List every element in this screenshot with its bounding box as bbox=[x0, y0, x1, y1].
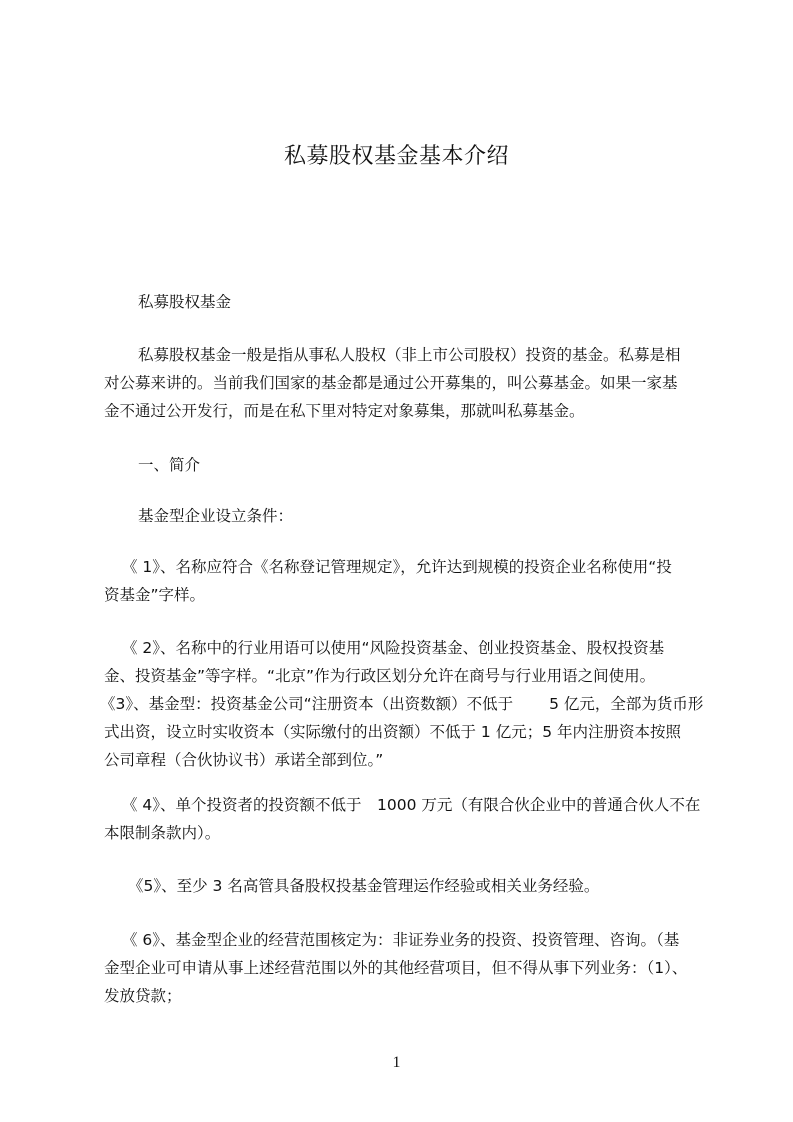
intro-line: 对公募来讲的。当前我们国家的基金都是通过公开募集的，叫公募基金。如果一家基 bbox=[104, 374, 678, 392]
intro-line: 私募股权基金一般是指从事私人股权（非上市公司股权）投资的基金。私募是相 bbox=[138, 346, 681, 364]
intro-paragraph bbox=[104, 341, 712, 425]
page-number: 1 bbox=[392, 1054, 401, 1071]
condition-line: 《 6》、基金型企业的经营范围核定为：非证券业务的投资、投资管理、咨询。（基 bbox=[122, 931, 680, 949]
condition-line: 《3》、基金型：投资基金公司“注册资本（出资数额）不低于 5 亿元，全部为货币形 bbox=[100, 695, 704, 713]
condition-line: 公司章程（合伙协议书）承诺全部到位。” bbox=[104, 751, 384, 769]
condition-line: 《 4》、单个投资者的投资额不低于 1000 万元（有限合伙企业中的普通合伙人不在 bbox=[122, 796, 701, 814]
condition-line: 发放贷款； bbox=[104, 987, 182, 1005]
condition-item-2-3 bbox=[100, 634, 712, 774]
condition-item-5 bbox=[104, 872, 712, 900]
section-heading bbox=[104, 288, 746, 316]
condition-line: 《 2》、名称中的行业用语可以使用“风险投资基金、创业投资基金、股权投资基 bbox=[122, 639, 665, 657]
conditions-intro-text: 基金型企业设立条件： bbox=[138, 507, 294, 525]
heading-intro-text: 一、简介 bbox=[138, 456, 201, 474]
condition-line: 《5》、至少 3 名高管具备股权投基金管理运作经验或相关业务经验。 bbox=[128, 877, 600, 895]
heading-intro bbox=[104, 451, 746, 479]
condition-line: 金、投资基金”等字样。“北京”作为行政区划分允许在商号与行业用语之间使用。 bbox=[104, 667, 656, 685]
intro-line: 金不通过公开发行，而是在私下里对特定对象募集，那就叫私募基金。 bbox=[104, 402, 585, 420]
condition-item-6 bbox=[104, 926, 712, 1010]
conditions-intro bbox=[104, 502, 746, 530]
condition-line: 式出资，设立时实收资本（实际缴付的出资额）不低于 1 亿元；5 年内注册资本按照 bbox=[104, 723, 682, 741]
condition-line: 资基金”字样。 bbox=[104, 586, 206, 604]
condition-line: 本限制条款内）。 bbox=[104, 824, 221, 842]
condition-item-1 bbox=[104, 553, 712, 609]
document-title: 私募股权基金基本介绍 bbox=[283, 144, 509, 169]
section-heading-text: 私募股权基金 bbox=[138, 293, 232, 311]
condition-line: 金型企业可申请从事上述经营范围以外的其他经营项目，但不得从事下列业务：（1）、 bbox=[104, 959, 688, 977]
condition-item-4 bbox=[104, 791, 712, 847]
condition-line: 《 1》、名称应符合《名称登记管理规定》，允许达到规模的投资企业名称使用“投 bbox=[122, 558, 672, 576]
